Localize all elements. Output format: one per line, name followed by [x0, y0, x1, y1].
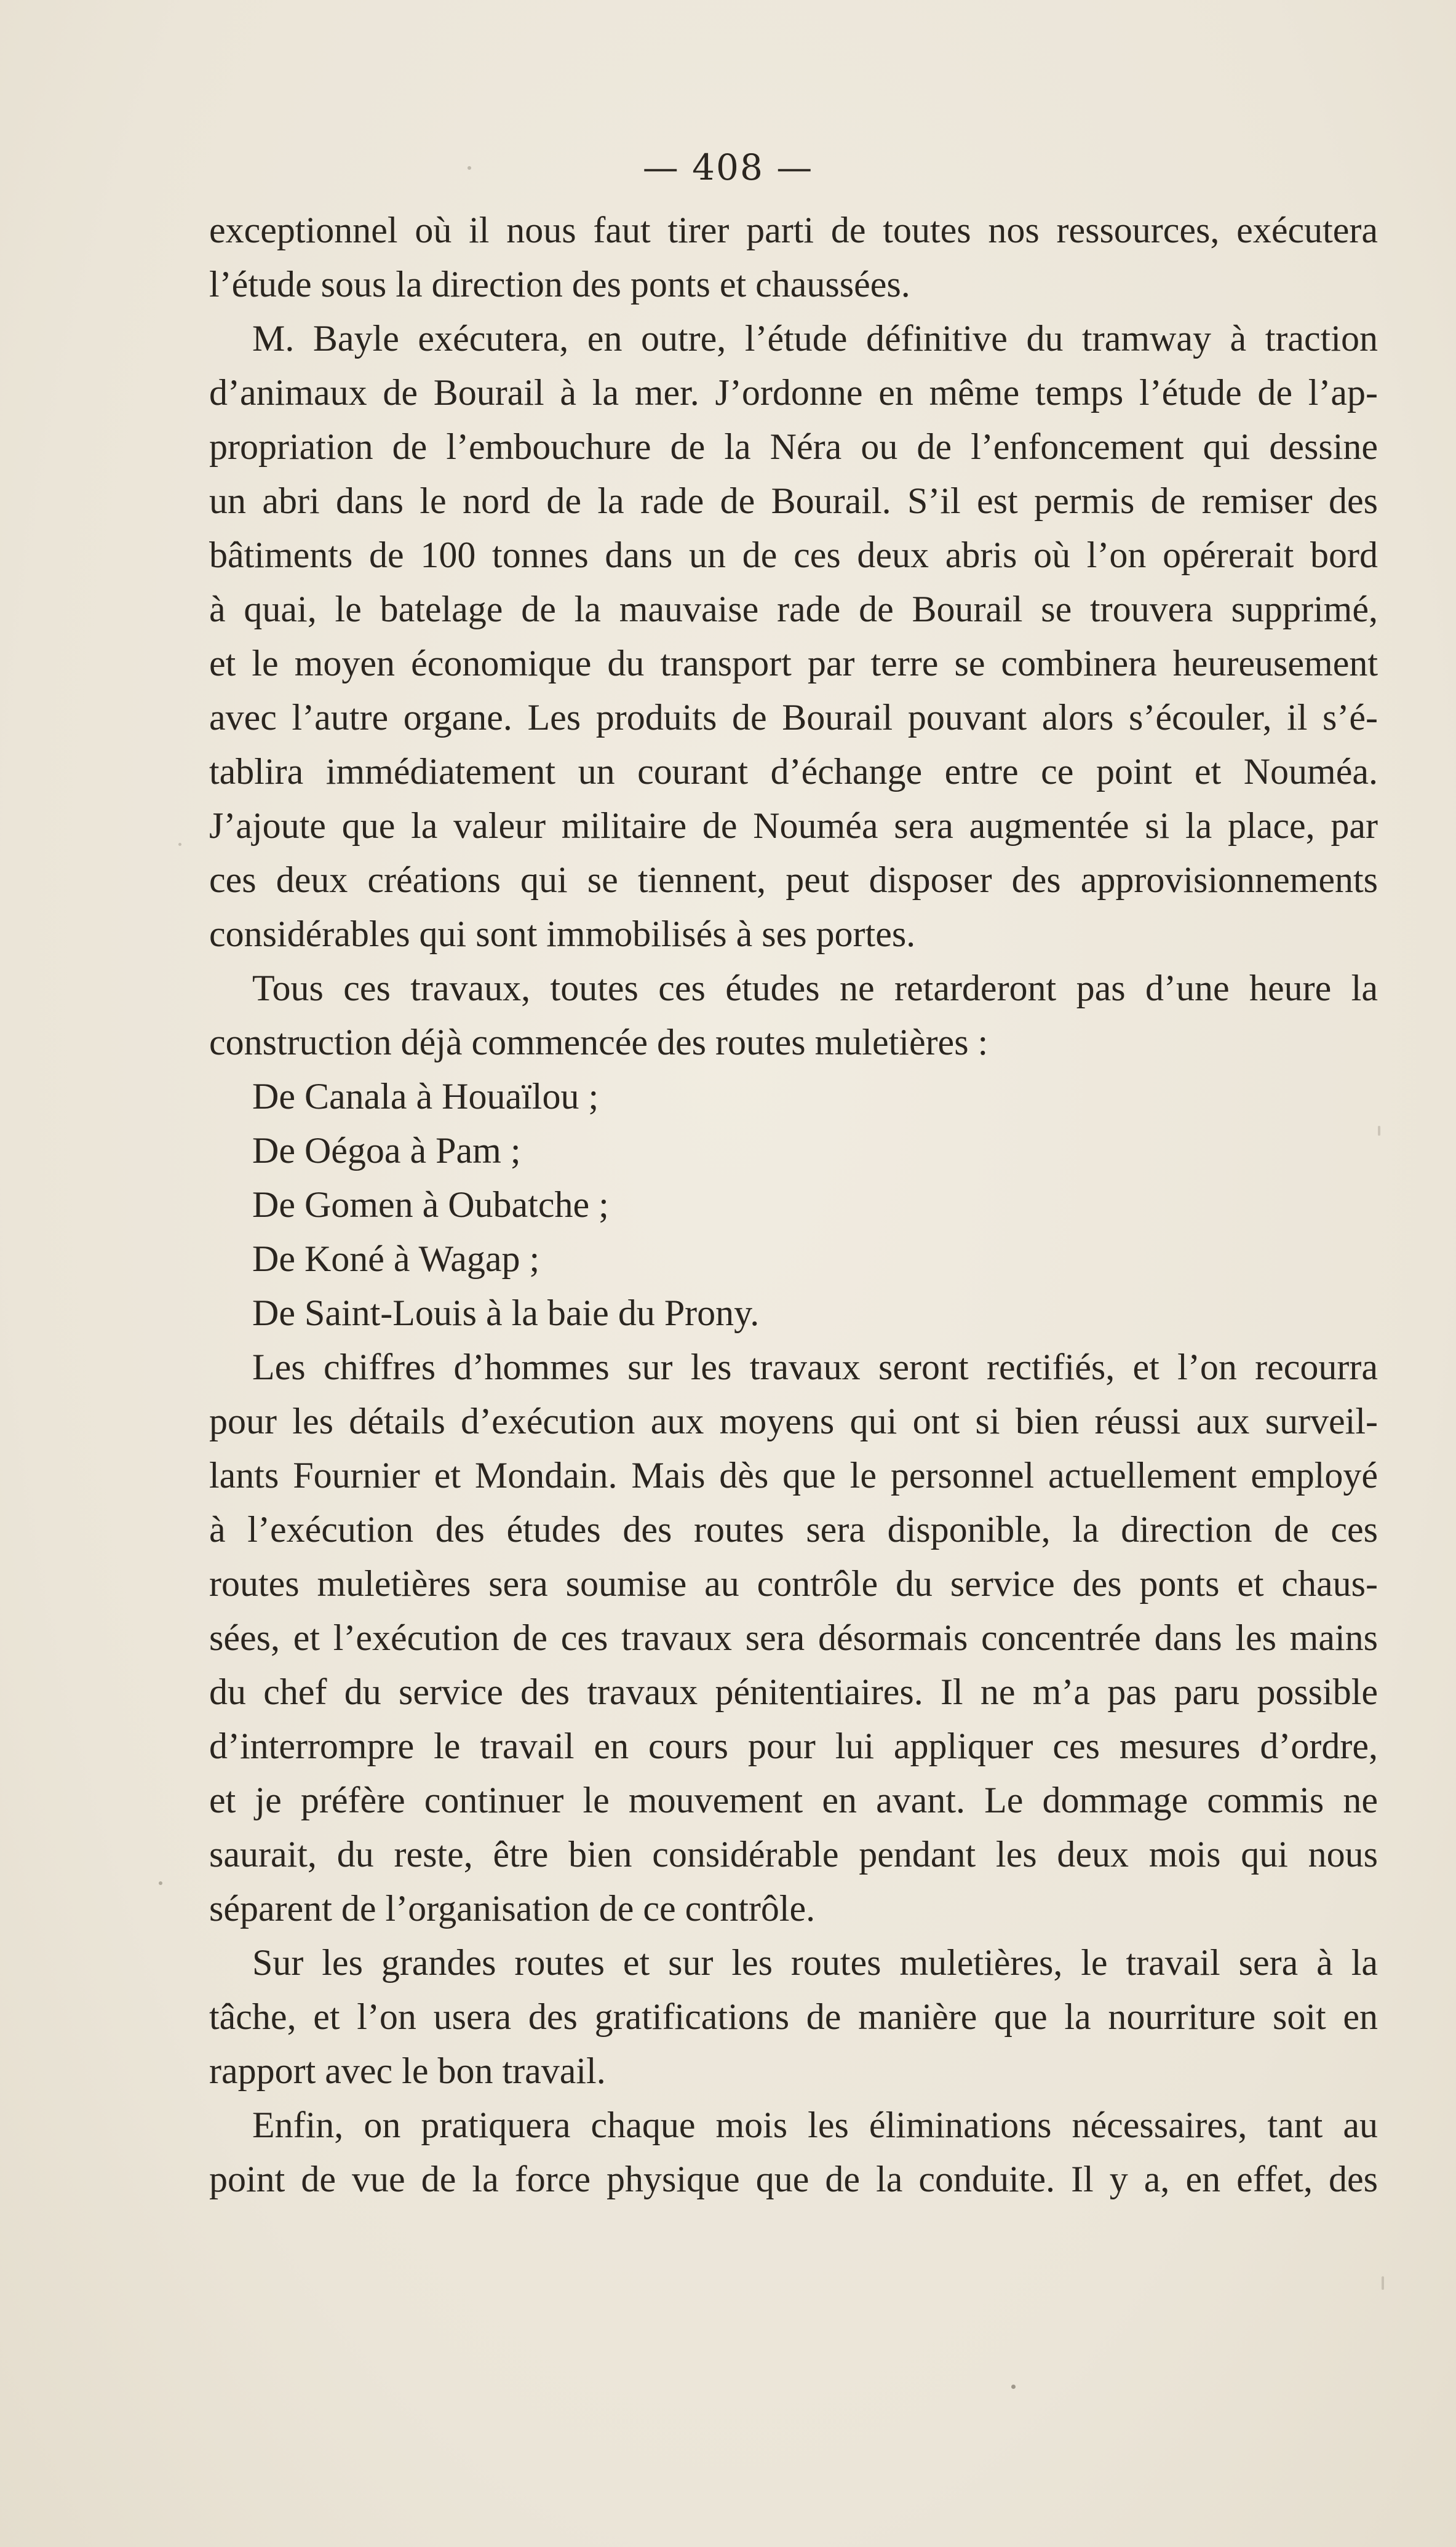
paper-speck	[1011, 2385, 1016, 2389]
text-line: De Saint-Louis à la baie du Prony.	[252, 1293, 760, 1333]
text-line: De Canala à Houaïlou ;	[252, 1076, 599, 1117]
text-line: Sur les grandes routes et sur les routes muletières, le travail sera à la	[252, 1942, 1378, 1983]
text-line: pour les détails d’exécution aux moyens qui ont si bien réussi aux surveil-	[209, 1401, 1378, 1441]
text-line: d’animaux de Bourail à la mer. J’ordonne en même temps l’étude de l’ap-	[209, 372, 1378, 413]
text-line: De Gomen à Oubatche ;	[252, 1184, 609, 1225]
paper-speck	[159, 1881, 162, 1885]
text-line: séparent de l’organisation de ce contrôle.	[209, 1888, 816, 1929]
text-line: Tous ces travaux, toutes ces études ne retarderont pas d’une heure la	[252, 968, 1378, 1008]
text-line: rapport avec le bon travail.	[209, 2051, 606, 2091]
text-line: considérables qui sont immobilisés à ses portes.	[209, 914, 916, 954]
body-text	[209, 203, 1378, 2206]
text-line: propriation de l’embouchure de la Néra ou de l’enfoncement qui dessine	[209, 426, 1378, 467]
text-line: De Oégoa à Pam ;	[252, 1130, 521, 1171]
text-line: lants Fournier et Mondain. Mais dès que le personnel actuellement employé	[209, 1455, 1378, 1496]
text-line: bâtiments de 100 tonnes dans un de ces deux abris où l’on opérerait bord	[209, 535, 1378, 575]
text-line: M. Bayle exécutera, en outre, l’étude définitive du tramway à traction	[252, 318, 1378, 359]
text-line: point de vue de la force physique que de la conduite. Il y a, en effet, des	[209, 2159, 1378, 2199]
text-line: l’étude sous la direction des ponts et chaussées.	[209, 264, 910, 305]
page-number: — 408 —	[642, 146, 814, 188]
text-line: à l’exécution des études des routes sera disponible, la direction de ces	[209, 1509, 1378, 1550]
text-line: J’ajoute que la valeur militaire de Nouméa sera augmentée si la place, par	[209, 805, 1378, 846]
text-line: ces deux créations qui se tiennent, peut disposer des approvisionnements	[209, 859, 1378, 900]
paper-speck	[1378, 1126, 1380, 1136]
text-line: sées, et l’exécution de ces travaux sera désormais concentrée dans les mains	[209, 1617, 1378, 1658]
text-line: tablira immédiatement un courant d’échange entre ce point et Nouméa.	[209, 751, 1378, 792]
text-line: du chef du service des travaux pénitentiaires. Il ne m’a pas paru possible	[209, 1672, 1378, 1712]
text-line: avec l’autre organe. Les produits de Bourail pouvant alors s’écouler, il s’é-	[209, 697, 1378, 738]
text-line: et je préfère continuer le mouvement en avant. Le dommage commis ne	[209, 1780, 1378, 1820]
text-line: Les chiffres d’hommes sur les travaux seront rectifiés, et l’on recourra	[252, 1347, 1378, 1387]
paper-speck	[467, 166, 471, 170]
text-line: De Koné à Wagap ;	[252, 1238, 540, 1279]
text-line: exceptionnel où il nous faut tirer parti de toutes nos ressources, exécutera	[209, 210, 1378, 250]
text-line: à quai, le batelage de la mauvaise rade de Bourail se trouvera supprimé,	[209, 589, 1378, 629]
paper-speck	[1382, 2276, 1384, 2290]
text-line: d’interrompre le travail en cours pour lui appliquer ces mesures d’ordre,	[209, 1726, 1378, 1766]
text-line: et le moyen économique du transport par terre se combinera heureusement	[209, 643, 1378, 684]
text-line: routes muletières sera soumise au contrôle du service des ponts et chaus-	[209, 1563, 1378, 1604]
text-line: construction déjà commencée des routes muletières :	[209, 1022, 989, 1062]
text-line: tâche, et l’on usera des gratifications de manière que la nourriture soit en	[209, 1996, 1378, 2037]
text-line: un abri dans le nord de la rade de Bourail. S’il est permis de remiser des	[209, 480, 1378, 521]
paper-speck	[178, 843, 181, 846]
text-line: Enfin, on pratiquera chaque mois les éliminations nécessaires, tant au	[252, 2105, 1378, 2145]
text-line: saurait, du reste, être bien considérable pendant les deux mois qui nous	[209, 1834, 1378, 1875]
